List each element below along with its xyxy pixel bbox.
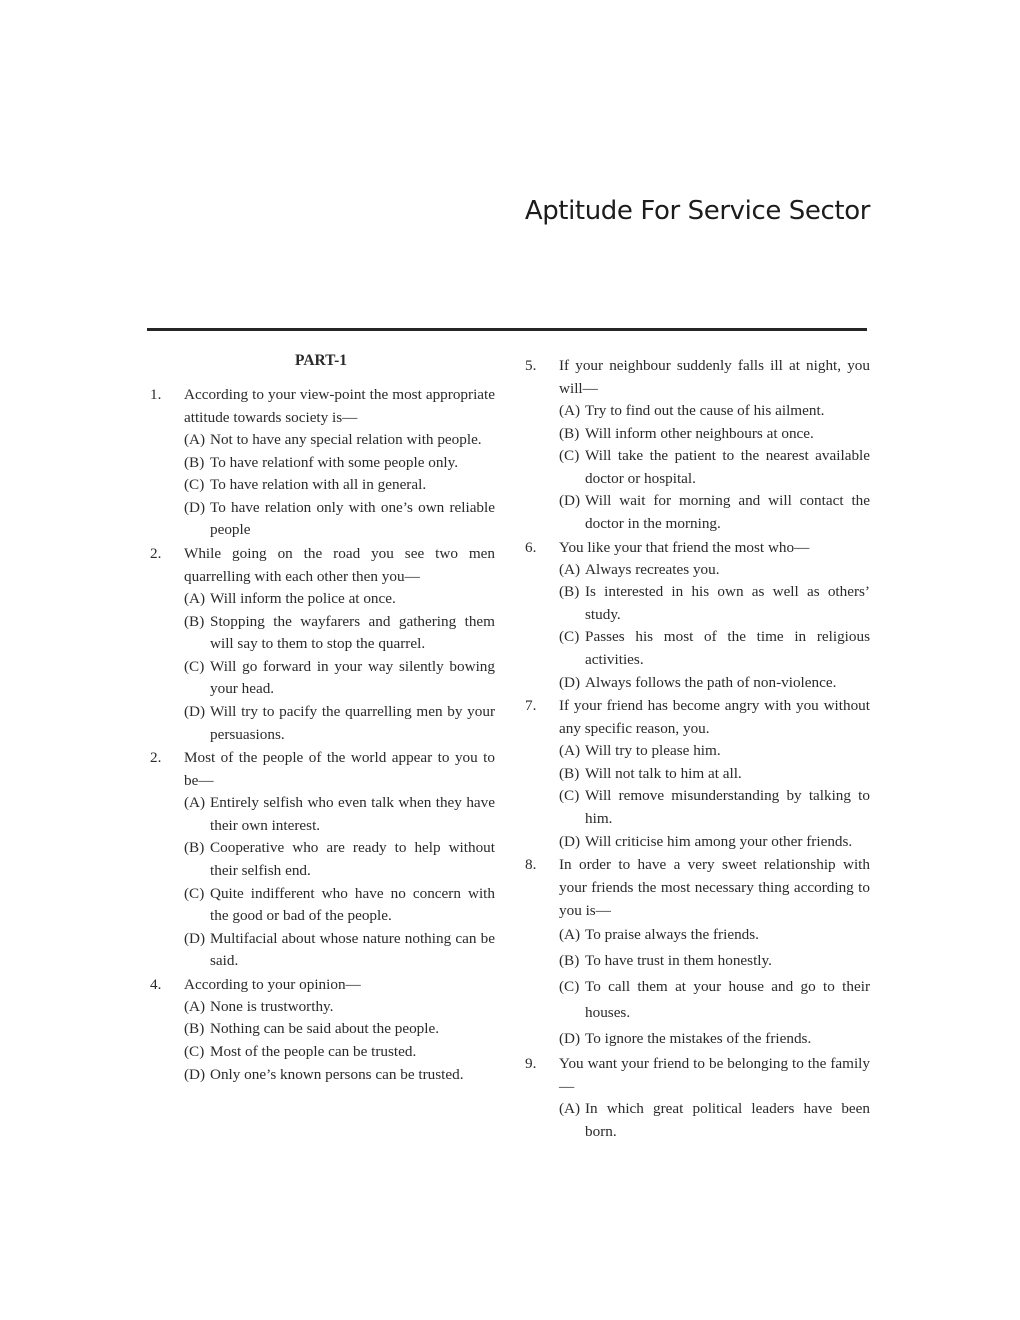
section-rule bbox=[147, 328, 867, 331]
question-4 bbox=[147, 973, 495, 1086]
option bbox=[147, 474, 495, 497]
option-text: Will inform the police at once. bbox=[210, 589, 396, 607]
option-letter: (B) bbox=[184, 1020, 205, 1038]
question-1 bbox=[147, 383, 495, 542]
option bbox=[522, 1026, 870, 1052]
option-letter: (D) bbox=[184, 929, 206, 947]
option-letter: (C) bbox=[559, 447, 580, 465]
option bbox=[147, 656, 495, 701]
option bbox=[147, 452, 495, 475]
option-letter: (D) bbox=[559, 832, 581, 850]
option-letter: (A) bbox=[184, 997, 206, 1015]
question-2 bbox=[147, 542, 495, 746]
question-number: 4. bbox=[150, 975, 162, 993]
option-text: Will take the patient to the nearest available doctor or hospital. bbox=[585, 447, 870, 487]
question-text: While going on the road you see two men quarrelling with each other then you— bbox=[184, 544, 495, 585]
option-text: Will criticise him among your other friends. bbox=[585, 832, 853, 850]
option-letter: (D) bbox=[184, 702, 206, 720]
option-text: Will wait for morning and will contact the doctor in the morning. bbox=[585, 492, 870, 532]
option-letter: (B) bbox=[559, 424, 580, 442]
question-5 bbox=[522, 354, 870, 536]
option-text: To ignore the mistakes of the friends. bbox=[585, 1030, 812, 1048]
question-number: 9. bbox=[525, 1055, 537, 1073]
option-letter: (A) bbox=[184, 431, 206, 448]
question-number: 8. bbox=[525, 856, 537, 874]
option bbox=[147, 996, 495, 1019]
question-text: If your friend has become angry with you without any specific reason, you. bbox=[559, 697, 870, 738]
option bbox=[522, 831, 870, 854]
option-text: To have relation only with one’s own reliable people bbox=[210, 498, 495, 539]
option-letter: (B) bbox=[184, 839, 205, 857]
option-letter: (B) bbox=[184, 612, 205, 630]
option-letter: (D) bbox=[559, 492, 581, 510]
option bbox=[522, 445, 870, 490]
option-text: Not to have any special relation with people. bbox=[210, 431, 482, 448]
option bbox=[522, 559, 870, 582]
option-letter: (A) bbox=[184, 589, 206, 607]
option-text: Will try to please him. bbox=[585, 742, 721, 760]
question-number: 6. bbox=[525, 538, 537, 556]
option-text: To call them at your house and go to their houses. bbox=[585, 978, 870, 1022]
option-letter: (D) bbox=[184, 1065, 206, 1083]
option bbox=[522, 490, 870, 535]
option-text: None is trustworthy. bbox=[210, 997, 334, 1015]
option-letter: (A) bbox=[184, 794, 206, 812]
option bbox=[522, 581, 870, 626]
question-3 bbox=[147, 746, 495, 973]
option-text: To have relation with all in general. bbox=[210, 476, 427, 494]
option-letter: (D) bbox=[559, 673, 581, 691]
option-letter: (B) bbox=[184, 453, 205, 471]
option bbox=[522, 922, 870, 948]
option-text: Always follows the path of non-violence. bbox=[585, 673, 837, 691]
option-text: Try to find out the cause of his ailment. bbox=[585, 402, 825, 419]
question-9 bbox=[522, 1052, 870, 1143]
option-letter: (C) bbox=[559, 787, 580, 805]
option-letter: (C) bbox=[184, 657, 205, 675]
option-text: Nothing can be said about the people. bbox=[210, 1020, 440, 1038]
option-letter: (A) bbox=[559, 926, 581, 944]
option-text: Quite indifferent who have no concern with the good or bad of the people. bbox=[210, 884, 495, 925]
option-text: Will not talk to him at all. bbox=[585, 764, 742, 782]
option-letter: (D) bbox=[184, 498, 206, 516]
question-number: 5. bbox=[525, 357, 537, 374]
option-letter: (B) bbox=[559, 583, 580, 601]
option-letter: (A) bbox=[559, 742, 581, 760]
question-text: Most of the people of the world appear to you to be— bbox=[184, 749, 495, 790]
option bbox=[147, 792, 495, 837]
question-number: 1. bbox=[150, 386, 162, 403]
option-text: To have trust in them honestly. bbox=[585, 952, 772, 970]
option bbox=[522, 1098, 870, 1143]
option-text: Most of the people can be trusted. bbox=[210, 1043, 417, 1061]
option-text: Cooperative who are ready to help without their selfish end. bbox=[210, 839, 495, 879]
option-text: Will go forward in your way silently bowing your head. bbox=[210, 657, 495, 698]
option bbox=[522, 763, 870, 786]
option bbox=[522, 672, 870, 695]
question-number: 2. bbox=[150, 544, 162, 562]
option-text: Only one’s known persons can be trusted. bbox=[210, 1065, 464, 1083]
option-text: Passes his most of the time in religious activities. bbox=[585, 628, 870, 668]
option-letter: (A) bbox=[559, 1100, 581, 1118]
question-text: According to your view-point the most appropriate attitude towards society is— bbox=[184, 386, 495, 426]
question-7 bbox=[522, 694, 870, 853]
option-letter: (A) bbox=[559, 560, 581, 578]
option-letter: (C) bbox=[184, 476, 205, 494]
option-text: To praise always the friends. bbox=[585, 926, 759, 944]
question-6 bbox=[522, 536, 870, 695]
part-heading: PART-1 bbox=[295, 352, 347, 369]
option bbox=[522, 423, 870, 446]
option bbox=[522, 400, 870, 423]
option bbox=[147, 883, 495, 928]
option bbox=[147, 701, 495, 746]
question-8 bbox=[522, 853, 870, 1052]
option-text: Multifacial about whose nature nothing can be said. bbox=[210, 929, 495, 970]
option-letter: (C) bbox=[559, 628, 580, 646]
option-letter: (C) bbox=[184, 884, 205, 902]
option-text: In which great political leaders have been born. bbox=[585, 1100, 870, 1140]
option-text: Stopping the wayfarers and gathering them will say to them to stop the quarrel. bbox=[210, 612, 495, 653]
question-number: 2. bbox=[150, 749, 162, 767]
option bbox=[522, 974, 870, 1026]
option bbox=[147, 611, 495, 656]
question-text: According to your opinion— bbox=[184, 975, 361, 993]
option bbox=[522, 740, 870, 763]
question-number: 7. bbox=[525, 697, 537, 715]
option-text: Will remove misunderstanding by talking to him. bbox=[585, 787, 870, 827]
question-text: If your neighbour suddenly falls ill at night, you will— bbox=[559, 357, 870, 397]
question-text: You want your friend to be belonging to the family— bbox=[559, 1055, 870, 1096]
option bbox=[147, 588, 495, 611]
option-text: Always recreates you. bbox=[585, 560, 720, 578]
chapter-title: Aptitude For Service Sector bbox=[524, 196, 870, 226]
option bbox=[147, 497, 495, 542]
option bbox=[147, 1064, 495, 1087]
left-column bbox=[147, 350, 495, 1086]
option-letter: (C) bbox=[184, 1043, 205, 1061]
option-text: Will try to pacify the quarrelling men by your persuasions. bbox=[210, 702, 495, 743]
option-text: Will inform other neighbours at once. bbox=[585, 424, 814, 442]
option-text: Is interested in his own as well as others’ study. bbox=[585, 583, 870, 623]
option-letter: (C) bbox=[559, 978, 580, 996]
option bbox=[522, 785, 870, 830]
option-letter: (D) bbox=[559, 1030, 581, 1048]
question-text: You like your that friend the most who— bbox=[559, 538, 810, 556]
option bbox=[147, 837, 495, 882]
option bbox=[147, 429, 495, 452]
option-letter: (B) bbox=[559, 764, 580, 782]
option bbox=[522, 948, 870, 974]
option bbox=[147, 1018, 495, 1041]
option-letter: (A) bbox=[559, 402, 581, 419]
option bbox=[147, 1041, 495, 1064]
option-text: Entirely selfish who even talk when they have their own interest. bbox=[210, 794, 495, 834]
option-letter: (B) bbox=[559, 952, 580, 970]
option bbox=[522, 626, 870, 671]
option bbox=[147, 928, 495, 973]
right-column bbox=[522, 354, 870, 1143]
question-text: In order to have a very sweet relationship with your friends the most necessary thing according to you is— bbox=[559, 856, 870, 920]
option-text: To have relationf with some people only. bbox=[210, 453, 459, 471]
